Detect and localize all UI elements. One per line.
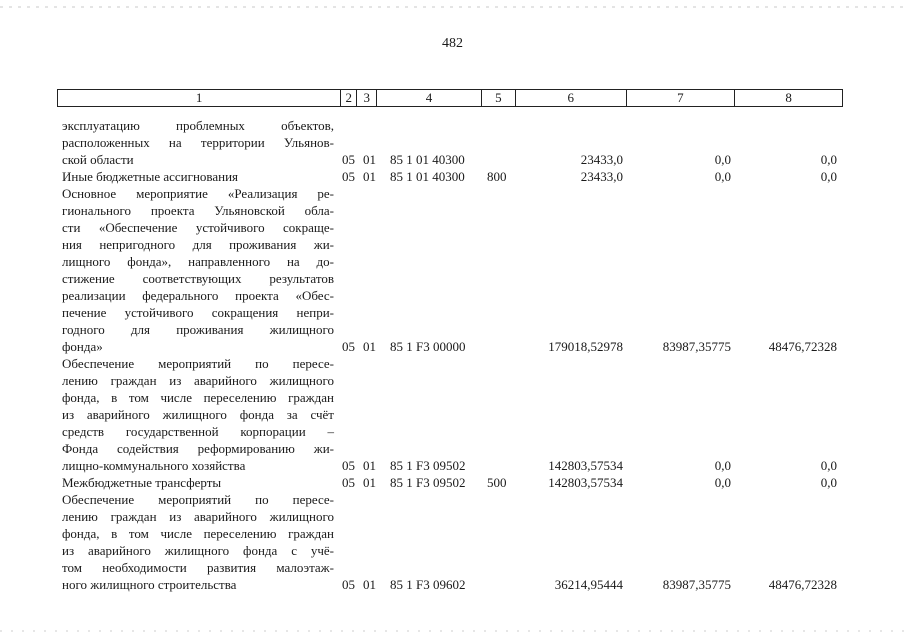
header-col-8: 8: [785, 90, 792, 105]
header-col-7: 7: [627, 90, 736, 106]
table-header: [57, 89, 843, 107]
cell-c2: 05: [342, 339, 355, 354]
description-line: Обеспечение мероприятий по пересе-: [62, 356, 334, 371]
cell-c4: 85 1 01 40300: [390, 152, 465, 167]
cell-c7: 0,0: [714, 475, 731, 490]
description-line: средств государственной корпорации –: [62, 424, 334, 439]
cell-c7: 0,0: [714, 458, 731, 473]
page-number: 482: [442, 36, 463, 51]
cell-c3: 01: [363, 577, 376, 592]
description-line: лищно-коммунального хозяйства: [62, 458, 246, 473]
header-col-5: 5: [482, 90, 516, 106]
cell-c4: 85 1 01 40300: [390, 169, 465, 184]
description-line: из аварийного жилищного фонда за счёт: [62, 407, 334, 422]
cell-c6: 179018,52978: [548, 339, 623, 354]
row-description: [62, 491, 334, 593]
row-description: [62, 355, 334, 474]
cell-c8: 0,0: [820, 169, 837, 184]
cell-c6: 142803,57534: [548, 475, 623, 490]
description-line: эксплуатацию проблемных объектов,: [62, 118, 334, 133]
header-col-3: 3: [357, 90, 377, 106]
header-col-6: 6: [516, 90, 627, 106]
description-line: Основное мероприятие «Реализация ре-: [62, 186, 334, 201]
header-col-2: 2: [341, 90, 357, 106]
description-line: фонда»: [62, 339, 103, 354]
cell-c8: 0,0: [820, 475, 837, 490]
description-line: ного жилищного строительства: [62, 577, 237, 592]
description-line: ской области: [62, 152, 134, 167]
cell-c2: 05: [342, 152, 355, 167]
description-line: гионального проекта Ульяновской обла-: [62, 203, 334, 218]
cell-c2: 05: [342, 169, 355, 184]
cell-c7: 83987,35775: [662, 577, 731, 592]
cell-c8: 48476,72328: [768, 339, 837, 354]
cell-c7: 0,0: [714, 169, 731, 184]
cell-c3: 01: [363, 339, 376, 354]
cell-c8: 0,0: [820, 152, 837, 167]
description-line: Фонда содействия реформированию жи-: [62, 441, 334, 456]
description-line: годного для проживания жилищного: [62, 322, 334, 337]
description-line: фонда, в том числе переселению граждан: [62, 390, 334, 405]
cell-c4: 85 1 F3 09502: [390, 475, 466, 490]
description-line: реализации федерального проекта «Обес-: [62, 288, 334, 303]
description-line: печение устойчивого сокращения непри-: [62, 305, 334, 320]
cell-c4: 85 1 F3 00000: [390, 339, 466, 354]
description-line: лищного фонда», направленного на до-: [62, 254, 334, 269]
cell-c3: 01: [363, 475, 376, 490]
description-line: лению граждан из аварийного жилищного: [62, 373, 334, 388]
description-line: стижение соответствующих результатов: [62, 271, 334, 286]
description-line: Обеспечение мероприятий по пересе-: [62, 492, 334, 507]
cell-c8: 48476,72328: [768, 577, 837, 592]
row-description: [62, 117, 334, 168]
description-line: ния непригодного для проживания жи-: [62, 237, 334, 252]
cell-c4: 85 1 F3 09502: [390, 458, 466, 473]
cell-c6: 142803,57534: [548, 458, 623, 473]
header-col-4: 4: [377, 90, 482, 106]
cell-c2: 05: [342, 458, 355, 473]
description-line: Межбюджетные трансферты: [62, 475, 222, 490]
description-line: сти «Обеспечение устойчивого сокраще-: [62, 220, 334, 235]
description-line: расположенных на территории Ульянов-: [62, 135, 334, 150]
description-line: лению граждан из аварийного жилищного: [62, 509, 334, 524]
cell-c2: 05: [342, 577, 355, 592]
description-line: из аварийного жилищного фонда с учё-: [62, 543, 334, 558]
cell-c5: 500: [487, 475, 507, 490]
cell-c7: 0,0: [714, 152, 731, 167]
cell-c6: 23433,0: [580, 152, 623, 167]
cell-c7: 83987,35775: [662, 339, 731, 354]
row-description: [62, 168, 334, 185]
row-description: [62, 185, 334, 355]
cell-c3: 01: [363, 152, 376, 167]
scan-artifact-top: [0, 6, 905, 8]
scan-artifact-bottom: [0, 630, 905, 632]
cell-c3: 01: [363, 458, 376, 473]
description-line: том необходимости развития малоэтаж-: [62, 560, 334, 575]
description-line: фонда, в том числе переселению граждан: [62, 526, 334, 541]
cell-c6: 36214,95444: [554, 577, 623, 592]
cell-c8: 0,0: [820, 458, 837, 473]
cell-c2: 05: [342, 475, 355, 490]
description-line: Иные бюджетные ассигнования: [62, 169, 239, 184]
cell-c4: 85 1 F3 09602: [390, 577, 466, 592]
row-description: [62, 474, 334, 491]
cell-c3: 01: [363, 169, 376, 184]
header-col-1: 1: [58, 90, 341, 106]
cell-c5: 800: [487, 169, 507, 184]
cell-c6: 23433,0: [580, 169, 623, 184]
